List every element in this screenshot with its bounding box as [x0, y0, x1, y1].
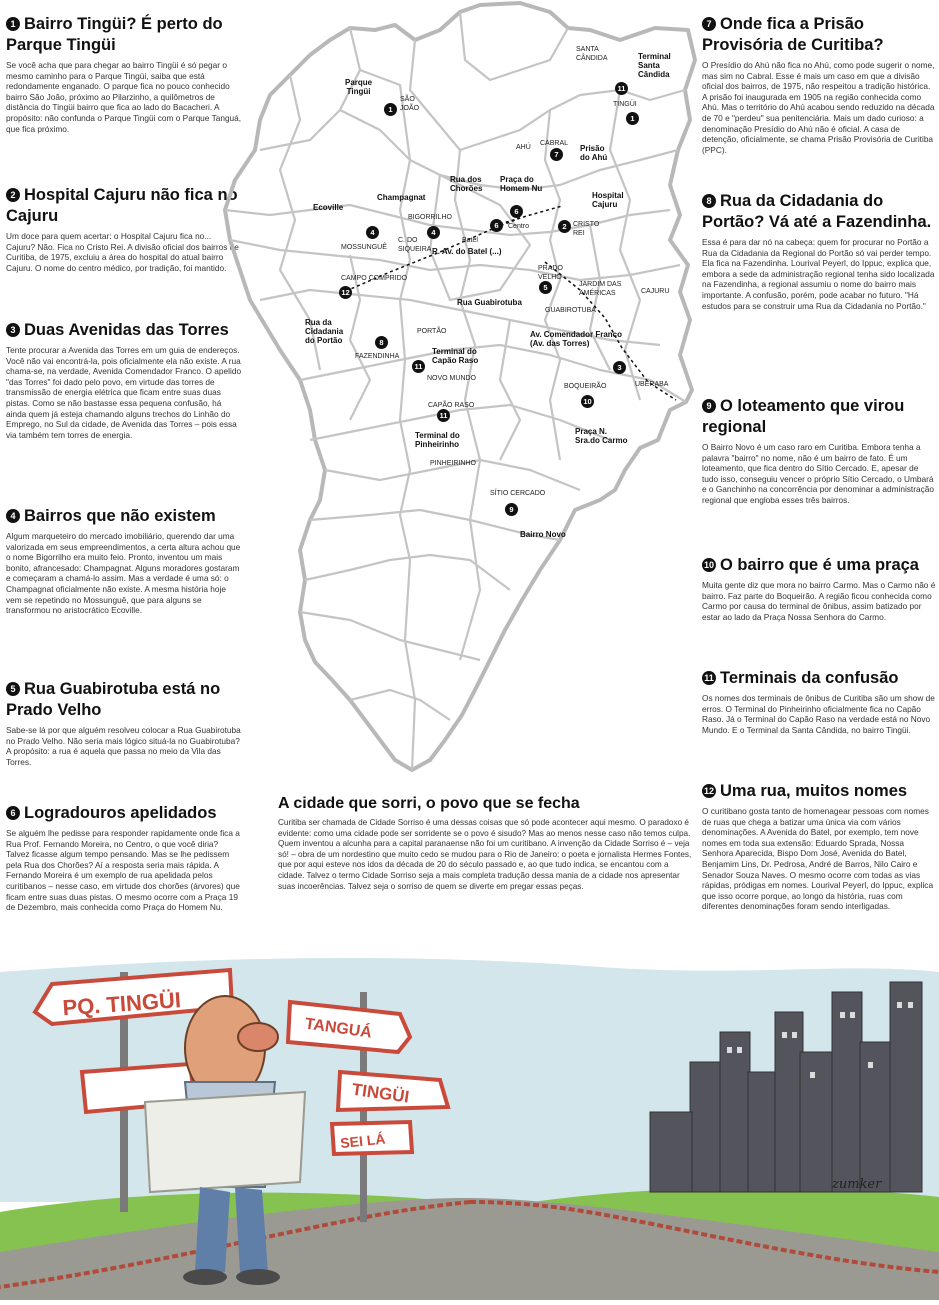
- map-marker: 11: [615, 82, 628, 95]
- number-badge: 7: [702, 17, 716, 31]
- cartoon-scene: [0, 952, 939, 1300]
- section-body: O Presídio do Ahú não fica no Ahú, como pode sugerir o nome, mas sim no Cabral. Esse é mais um caso em que a divisão oficial dos bairros, de 1975, não respeitou a tradição histórica. A prisão foi inaugurada em 1905 na região conhecida como Ahú. Mas o território do Ahú acabou sendo reduzido na década de 70 e "perdeu" sua penitenciária. Mais um dado curioso: a denominação Presídio do Ahú não é oficial. A casa de detenção, oficialmente, se chama Prisão Provisória de Curitiba (PPC).: [702, 60, 935, 155]
- section-body: O Bairro Novo é um caso raro em Curitiba. Embora tenha a palavra "bairro" no nome, não é um bairro de fato. É um loteamento, que fica dentro do Sítio Cercado. E, apesar de tudo isso, conseguiu vencer o próprio Sítio Cercado, o Umbará e o Ganchinho na concorrência por denominar a administração regional que engloba esses três bairros.: [702, 442, 934, 505]
- number-badge: 2: [6, 188, 20, 202]
- label-sao-joao: SÃO JOÃO: [400, 96, 420, 112]
- number-badge: 6: [6, 806, 20, 820]
- label-sitio-cercado: SÍTIO CERCADO: [490, 490, 546, 497]
- map-marker: 1: [626, 112, 639, 125]
- section-body: Um doce para quem acertar: o Hospital Cajuru fica no... Cajuru? Não. Fica no Cristo Rei. A divisão oficial dos bairros de Curitiba, de 1975, excluiu a área do hospital do atual bairro Cajuru. O nome do centro médico, por tradição, foi mantido.: [6, 231, 239, 273]
- section-body: Os nomes dos terminais de ônibus de Curitiba são um show de erros. O Terminal do Pinheirinho oficialmente fica no Capão Raso. Já o Terminal do Capão Raso na verdade está no Novo Mundo. E o Terminal da Santa Cândida, no bairro Tingüi.: [702, 693, 935, 735]
- section-title: 10 O bairro que é uma praça: [703, 556, 919, 574]
- label-uberaba: UBERABA: [635, 381, 669, 388]
- label-hospital-cajuru: Hospital Cajuru: [592, 191, 624, 209]
- section-11: [702, 668, 936, 735]
- label-terminal-santa-candida: Terminal Santa Cândida: [638, 52, 671, 79]
- label-cajuru: CAJURU: [641, 288, 670, 295]
- label-boqueirao: BOQUEIRÃO: [564, 383, 607, 390]
- section-body: Essa é para dar nó na cabeça: quem for procurar no Portão a Rua da Cidadania da Regional do Portão só vai perder tempo. Ela fica na Fazendinha. Lourival Peyerl, do Ippuc, explica que, embora a sede da administração regional tenha sido localizada na Fazendinha, a regional assumiu o nome do bairro mais importante. A confusão, porém, pode acabar no futuro. "Há estudos para se construir uma Rua da Cidadania no Portão.": [702, 237, 935, 311]
- label-cabral: CABRAL: [540, 140, 569, 147]
- section-title: 9 O loteamento que virou regional: [702, 397, 905, 436]
- label-rua-da-cidadania: Rua da Cidadania do Portão: [305, 318, 344, 345]
- label-terminal-pinheirinho: Terminal do Pinheirinho: [415, 431, 460, 449]
- map-marker: 4: [366, 226, 379, 239]
- section-body: Se alguém lhe pedisse para responder rapidamente onde fica a Rua Prof. Fernando Moreira, no Centro, o que você diria? Talvez ficasse algum tempo pensando. Mas se lhe pedissem pela Rua dos Chorões? Aí a resposta seria mais rápida. A Fernando Moreira é um exemplo de rua apelidada pelos curitibanos – nesse caso, em virtude dos chorões (árvores) que ficam entre suas duas pistas. O mesmo ocorre com a Praça 19 de Dezembro, mais conhecida como Praça do Homem Nu.: [6, 828, 240, 913]
- label-santa-candida: SANTA CÂNDIDA: [576, 46, 608, 62]
- map-marker: 2: [558, 220, 571, 233]
- artist-signature: zumker: [832, 1177, 882, 1192]
- cartoon-illustration: [0, 952, 939, 1300]
- map-marker: 8: [375, 336, 388, 349]
- section-title: 4 Bairros que não existem: [6, 506, 242, 527]
- label-campo-do-siqueira: C. DO SIQUEIRA: [398, 237, 432, 253]
- label-av-batel: R. Av. do Batel (...): [432, 247, 502, 256]
- label-terminal-capao-raso: Terminal do Capão Raso: [432, 347, 479, 365]
- map-marker: 7: [550, 148, 563, 161]
- map-marker: 6: [490, 219, 503, 232]
- label-guabirotuba: GUABIROTUBA: [545, 307, 596, 314]
- label-praca-do-homem-nu: Praça do Homem Nu: [500, 175, 543, 193]
- number-badge: 12: [703, 786, 714, 796]
- section-body: Muita gente diz que mora no bairro Carmo. Mas o Carmo não é bairro. Faz parte do Boqueirão. A região ficou conhecida como Carmo por causa do terminal de ônibus, assim batizado por estar ao lado da Praça Nossa Senhora do Carmo.: [702, 580, 936, 622]
- map-marker: 9: [505, 503, 518, 516]
- label-centro: Centro: [508, 223, 530, 230]
- label-prisao-do-ahu: Prisão do Ahú: [580, 144, 608, 162]
- sign-sei-la: SEI LÁ: [339, 1130, 387, 1152]
- label-bairro-novo: Bairro Novo: [520, 530, 566, 539]
- label-tingui: TINGÜI: [613, 101, 637, 108]
- center-article: [278, 793, 692, 892]
- section-body: Sabe-se lá por que alguém resolveu colocar a Rua Guabirotuba no Prado Velho. Não seria mais lógico situá-la no Guabirotuba? A propósito: a rua é aquela que passa no meio da Vila das Torres.: [6, 725, 241, 767]
- map-marker: 11: [412, 360, 425, 373]
- map-marker: 10: [581, 395, 594, 408]
- article-title: A cidade que sorri, o povo que se fecha: [278, 795, 580, 812]
- label-bigorrilho: BIGORRILHO: [408, 214, 452, 221]
- section-12: [702, 781, 936, 912]
- section-6: [6, 803, 242, 913]
- section-9: [702, 396, 936, 506]
- map-marker: 6: [510, 205, 523, 218]
- section-title: 6 Logradouros apelidados: [6, 803, 242, 824]
- section-title: 7 Onde fica a Prisão Provisória de Curitiba?: [702, 15, 884, 54]
- section-8: [702, 191, 936, 311]
- map-marker: 12: [339, 286, 352, 299]
- number-badge: 5: [6, 682, 20, 696]
- number-badge: 3: [6, 323, 20, 337]
- label-capao-raso: CAPÃO RASO: [428, 402, 475, 409]
- label-av-comendador-franco: Av. Comendador Franco (Av. das Torres): [530, 330, 623, 348]
- map-marker: 5: [539, 281, 552, 294]
- label-batel: Batel: [462, 237, 478, 244]
- sign-tangua: TANGUÁ: [303, 1015, 373, 1042]
- section-7: [702, 14, 936, 155]
- map-outline: [200, 0, 700, 780]
- map-marker: 1: [384, 103, 397, 116]
- label-rua-dos-chorões: Rua dos Chorões: [450, 175, 483, 193]
- number-badge: 9: [702, 399, 716, 413]
- section-body: Tente procurar a Avenida das Torres em um guia de endereços. Você não vai encontrá-la, pois oficialmente ela não existe. A rua chama-se, na verdade, Avenida Comendador Franco. O apelido "das Torres" foi dado pelo povo, em virtude das torres de transmissão de energia elétrica que ficam entre suas duas pistas. Como se não bastasse essa pequena confusão, há ainda quem já esteja chamando alguns trechos do Linhão do Emprego, no Sul da cidade, de Avenida das Torres – pois essa via também tem torres de energia.: [6, 345, 242, 440]
- label-campo-comprido: CAMPO COMPRIDO: [341, 275, 408, 282]
- label-praca-n-sra-carmo: Praça N. Sra.do Carmo: [575, 427, 628, 445]
- number-badge: 1: [6, 17, 20, 31]
- label-portao: PORTÃO: [417, 328, 447, 335]
- number-badge: 8: [702, 194, 716, 208]
- section-title: 1 Bairro Tingüi? É perto do Parque Tingüi: [6, 15, 223, 54]
- curitiba-neighborhood-map: [200, 0, 700, 780]
- article-body: Curitiba ser chamada de Cidade Sorriso é uma dessas coisas que só pode acontecer aqui mesmo. O paradoxo é evidente: como uma cidade pode ser sorridente se o povo é sisudo? Mas ao menos nesse caso não temos culpa. Quem inventou a alcunha para a capital paranaense não foi um curitibano. A invenção da Cidade Sorriso é – veja só! – obra de um nordestino que muito cedo se mudou para o Rio de Janeiro: o poeta e jornalista Hermes Fontes, que por aqui esteve nos idos da década de 20 do século passado e, ao que tudo indica, se encantou com a cidade. Talvez o termo Cidade Sorriso seja a mais completa tradução dessa mania de a cidade nos apresentar suas incoerências. Talvez seja o sorriso de quem se diverte em pregar essas peças.: [278, 818, 692, 891]
- section-title: 5 Rua Guabirotuba está no Prado Velho: [6, 680, 221, 719]
- label-ahu: AHÚ: [516, 144, 531, 151]
- number-badge: 10: [703, 560, 714, 570]
- label-mossungue: MOSSUNGUÊ: [341, 244, 387, 251]
- number-badge: 4: [6, 509, 20, 523]
- label-champagnat: Champagnat: [377, 193, 426, 202]
- section-body: Algum marqueteiro do mercado imobiliário, querendo dar uma valorizada em seus empreendimentos, a certa altura achou que o nome Bigorrilho era muito feio. Pronto, inventou um mais bonito, afrancesado: Champagnat. Alguns moradores gostaram e começaram a chamá-lo assim. Mas a verdade é uma só: o Champagnat oficialmente não existe. A mesma história hoje vem se repetindo no Mossunguê, que para alguns se transformou no aristocrático Ecoville.: [6, 531, 241, 616]
- number-badge: 11: [702, 671, 716, 685]
- section-title: 11 Terminais da confusão: [702, 668, 936, 689]
- label-rua-guabirotuba: Rua Guabirotuba: [457, 298, 522, 307]
- section-title: 12 Uma rua, muitos nomes: [703, 782, 908, 800]
- map-marker: 4: [427, 226, 440, 239]
- section-title: 2 Hospital Cajuru não fica no Cajuru: [6, 186, 238, 225]
- section-body: Se você acha que para chegar ao bairro Tingüi é só pegar o mesmo caminho para o Parque Tingüi, saiba que está redondamente enganado. O parque fica no pouco conhecido bairro São João, próximo ao Pilarzinho, a quilômetros de distância do Tingüi bairro que fica ao lado do Bacacheri. A propósito: não confunda o Parque Tingüi com o Parque Tanguá, que fica próximo.: [6, 60, 242, 134]
- section-title: 3 Duas Avenidas das Torres: [6, 320, 242, 341]
- label-ecoville: Ecoville: [313, 203, 344, 212]
- section-body: O curitibano gosta tanto de homenagear pessoas com nomes de ruas que chega a batizar uma única via com vários denominações. A Avenida do Batel, por exemplo, tem nove nomes em toda sua extensão: Eduardo Sprada, Nossa Senhora Aparecida, Bispo Dom José, Avenida do Batel, Benjamim Lins, Dr. Pedrosa, André de Barros, Nilo Cairo e Senador Souza Naves. O mesmo ocorre com todas as vias rápidas, pródigas em nomes. Lourival Peyerl, do Ippuc, explica que isso ocorre porque, ao longo da história, ruas com diferentes denominações foram sendo interligadas.: [702, 806, 934, 912]
- label-fazendinha: FAZENDINHA: [355, 353, 400, 360]
- map-marker: 3: [613, 361, 626, 374]
- label-parque-tingui: Parque Tingüi: [345, 78, 373, 96]
- label-cristo-rei: CRISTO REI: [573, 221, 600, 237]
- section-title: 8 Rua da Cidadania do Portão? Vá até a Fazendinha.: [702, 192, 932, 231]
- section-10: [702, 555, 936, 622]
- sign-tingui: TINGÜI: [350, 1079, 411, 1107]
- label-novo-mundo: NOVO MUNDO: [427, 375, 476, 382]
- label-pinheirinho: PINHEIRINHO: [430, 460, 476, 467]
- label-jardim-das-americas: JARDIM DAS AMÉRICAS: [579, 281, 622, 297]
- sign-pq-tingui: PQ. TINGÜI: [61, 987, 182, 1021]
- label-prado-velho: PRADO VELHO: [538, 265, 563, 281]
- map-marker: 11: [437, 409, 450, 422]
